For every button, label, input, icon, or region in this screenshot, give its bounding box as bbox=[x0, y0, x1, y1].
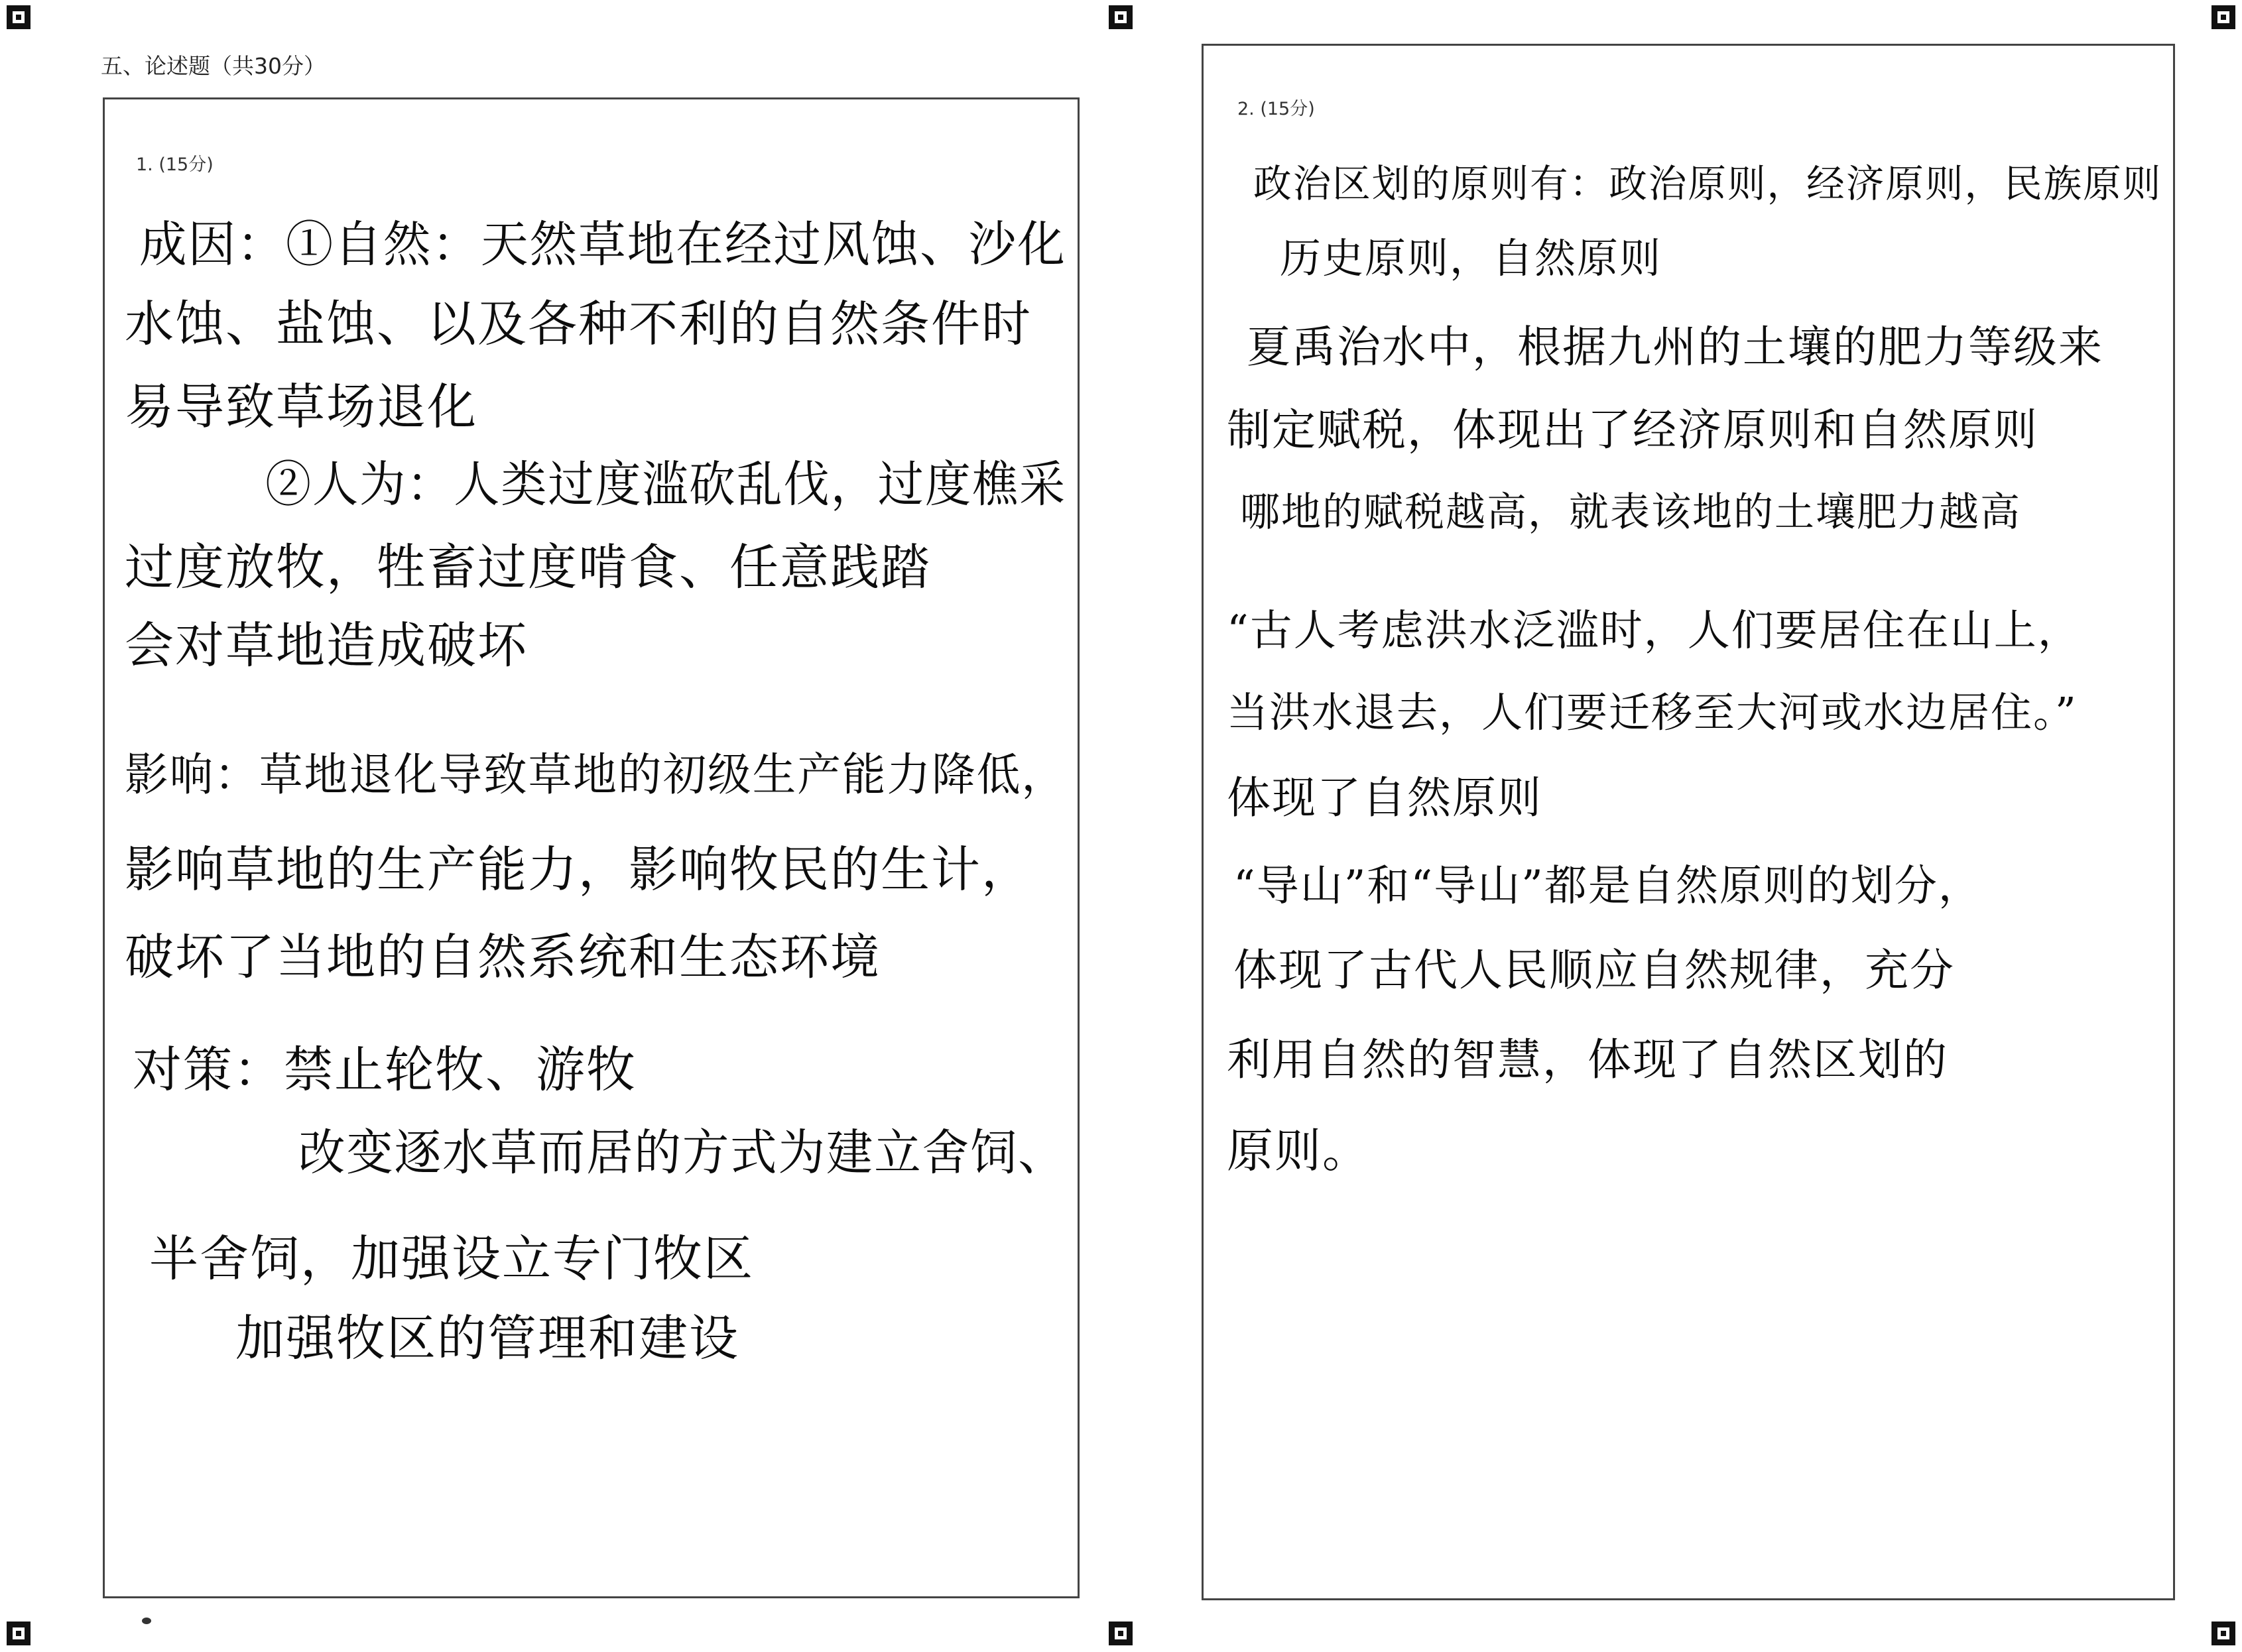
answer-line: 当洪水退去，人们要迁移至大河或水边居住。” bbox=[1227, 688, 2078, 737]
answer-line: 体现了古代人民顺应自然规律，充分 bbox=[1233, 945, 1955, 996]
question-label-q1: 1. (15分) bbox=[136, 154, 214, 175]
answer-line: 半舍饲，加强设立专门牧区 bbox=[149, 1230, 754, 1287]
answer-line: 体现了自然原则 bbox=[1227, 772, 1542, 823]
registration-marker-bottom-right bbox=[2211, 1622, 2235, 1645]
answer-line: 改变逐水草而居的方式为建立舍饲、 bbox=[298, 1124, 1066, 1181]
answer-line: 哪地的赋税越高，就表该地的土壤肥力越高 bbox=[1240, 489, 2021, 536]
answer-line: 原则。 bbox=[1227, 1124, 1370, 1178]
answer-line: 水蚀、盐蚀、以及各种不利的自然条件时 bbox=[125, 296, 1032, 353]
answer-line: 对策：禁止轮牧、游牧 bbox=[133, 1041, 637, 1098]
registration-marker-top-center bbox=[1109, 5, 1133, 29]
answer-line: 影响：草地退化导致草地的初级生产能力降低， bbox=[125, 749, 1067, 801]
answer-line: ②人为：人类过度滥砍乱伐，过度樵采 bbox=[265, 456, 1067, 513]
registration-marker-bottom-center bbox=[1109, 1622, 1133, 1645]
answer-line: 历史原则，自然原则 bbox=[1280, 234, 1662, 282]
ink-speck bbox=[142, 1618, 151, 1624]
answer-line: 会对草地造成破坏 bbox=[125, 617, 528, 674]
answer-line: “导山”和“导山”都是自然原则的划分， bbox=[1233, 862, 1982, 911]
registration-marker-top-left bbox=[7, 5, 31, 29]
registration-marker-top-right bbox=[2211, 5, 2235, 29]
registration-marker-bottom-left bbox=[7, 1622, 31, 1645]
answer-line: 夏禹治水中，根据九州的土壤的肥力等级来 bbox=[1247, 322, 2103, 373]
answer-line: 利用自然的智慧，体现了自然区划的 bbox=[1227, 1034, 1948, 1085]
section-title: 五、论述题（共30分） bbox=[101, 53, 326, 79]
answer-line: 破坏了当地的自然系统和生态环境 bbox=[125, 929, 881, 986]
answer-line: 过度放牧，牲畜过度啃食、任意践踏 bbox=[125, 539, 931, 596]
answer-line: 加强牧区的管理和建设 bbox=[235, 1310, 739, 1367]
answer-line: 政治区划的原则有：政治原则，经济原则，民族原则 bbox=[1253, 161, 2162, 206]
answer-line: “古人考虑洪水泛滥时，人们要居住在山上， bbox=[1227, 607, 2082, 656]
answer-line: 影响草地的生产能力，影响牧民的生计， bbox=[125, 841, 1032, 898]
question-label-q2: 2. (15分) bbox=[1237, 99, 1315, 119]
answer-line: 制定赋税，体现出了经济原则和自然原则 bbox=[1227, 404, 2038, 455]
answer-line: 易导致草场退化 bbox=[125, 379, 477, 436]
answer-line: 成因：①自然：天然草地在经过风蚀、沙化 bbox=[139, 216, 1066, 273]
